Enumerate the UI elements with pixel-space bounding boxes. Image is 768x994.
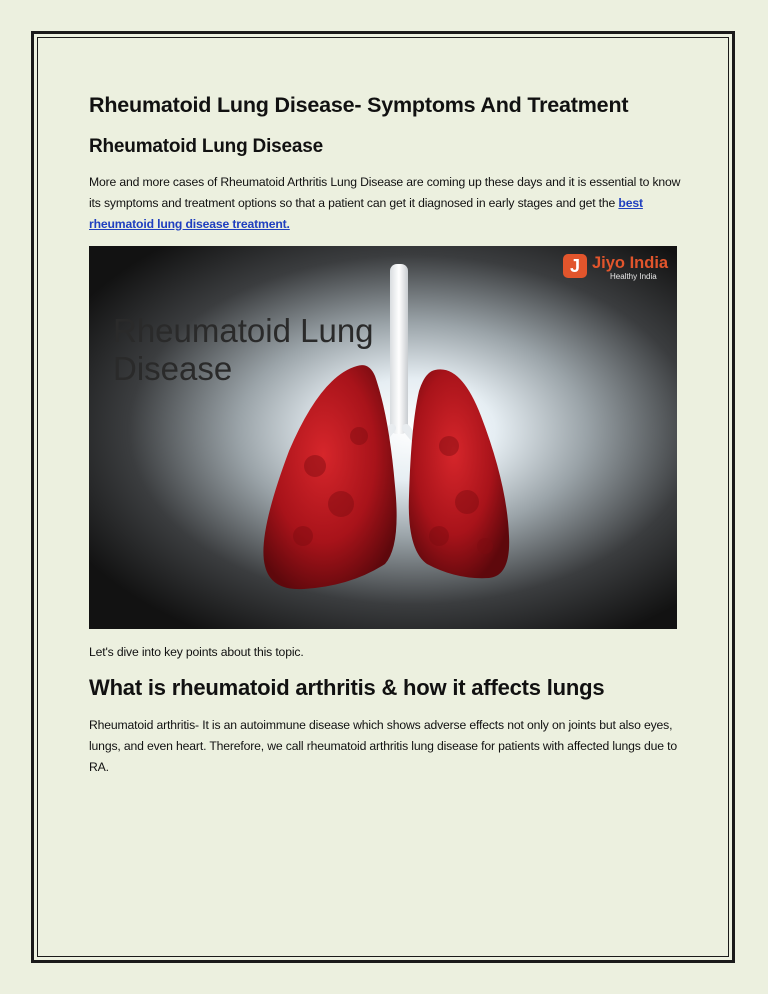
logo-name: Jiyo India <box>592 254 669 272</box>
right-lung <box>409 369 509 578</box>
jiyo-india-logo <box>563 254 668 282</box>
treatment-link[interactable]: best rheumatoid lung disease treatment. <box>89 196 643 231</box>
left-lung <box>263 365 396 589</box>
logo-tagline: Healthy India <box>610 272 657 281</box>
logo-text <box>592 254 668 282</box>
image-overlay-text <box>113 312 374 388</box>
page-title: Rheumatoid Lung Disease- Symptoms And Treatment <box>89 93 629 117</box>
intro-paragraph <box>89 172 681 235</box>
intro-text: More and more cases of Rheumatoid Arthritis Lung Disease are coming up these days and it is essential to know its symptoms and treatment options so that a patient can get it diagnosed in early stages and get the <box>89 175 681 210</box>
logo-mark-icon: J <box>563 254 587 278</box>
hero-image <box>89 246 677 629</box>
overlay-line-1: Rheumatoid Lung <box>113 312 374 349</box>
subheading: Rheumatoid Lung Disease <box>89 136 323 157</box>
lungs-illustration <box>89 246 677 629</box>
image-caption: Let's dive into key points about this topic. <box>89 645 304 659</box>
trachea <box>390 264 408 434</box>
overlay-line-2: Disease <box>113 350 233 387</box>
section-heading: What is rheumatoid arthritis & how it affects lungs <box>89 675 605 700</box>
document-body <box>89 90 681 778</box>
section-paragraph: Rheumatoid arthritis- It is an autoimmune disease which shows adverse effects not only on joints but also eyes, lungs, and even heart. Therefore, we call rheumatoid arthritis lung disease for patients with affected lungs due to RA. <box>89 718 677 774</box>
